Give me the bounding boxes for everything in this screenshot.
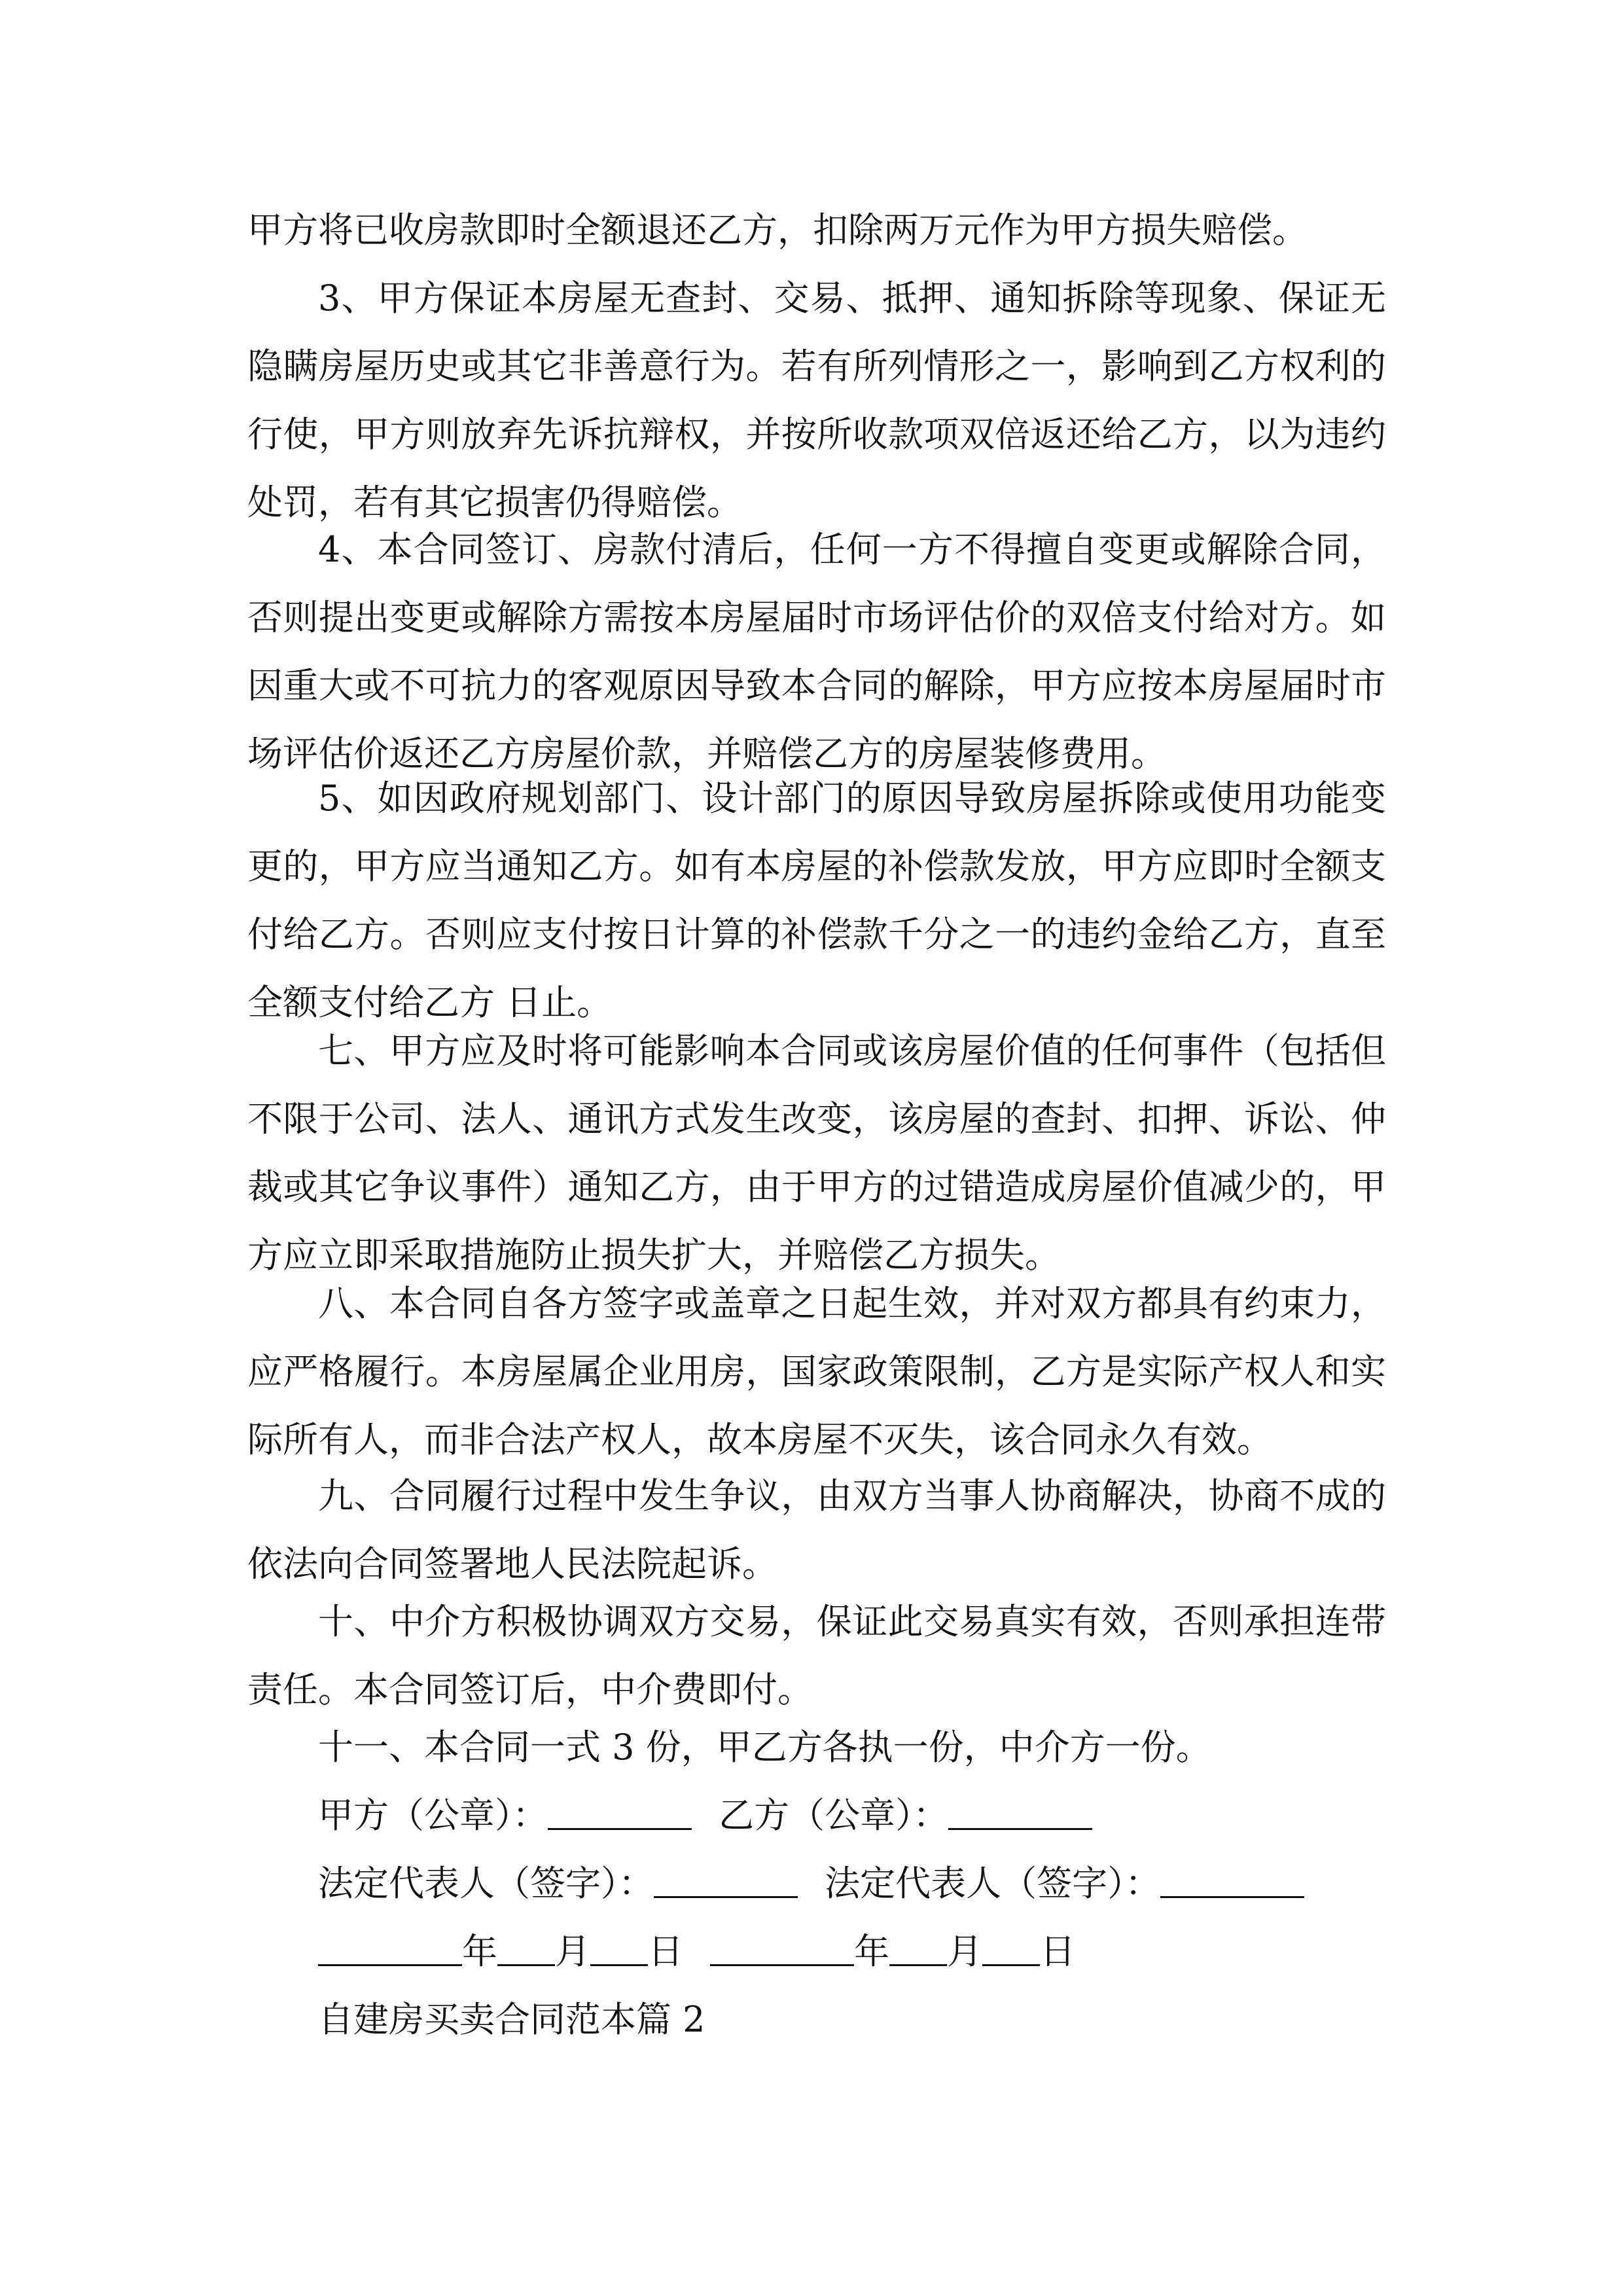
rep-a-label: 法定代表人（签字）： xyxy=(318,1863,654,1904)
date-a-month: 月 xyxy=(555,1931,590,1972)
date-a-month-blank xyxy=(497,1925,555,1966)
party-b-seal-label: 乙方（公章）： xyxy=(719,1795,949,1836)
date-b-day: 日 xyxy=(1040,1931,1076,1972)
date-a-day-blank xyxy=(590,1925,648,1966)
clause-seven: 七、甲方应及时将可能影响本合同或该房屋价值的任何事件（包括但不限于公司、法人、通讯方式发生改变，该房屋的查封、扣押、诉讼、仲裁或其它争议事件）通知乙方，由于甲方的过错造成房屋价值减少的，甲方应立即采取措施防止损失扩大，并赔偿乙方损失。 xyxy=(247,1030,1386,1276)
date-b-month: 月 xyxy=(947,1931,983,1972)
clause-nine: 九、合同履行过程中发生争议，由双方当事人协商解决，协商不成的依法向合同签署地人民法院起诉。 xyxy=(247,1475,1386,1585)
representative-line xyxy=(318,1850,1304,1918)
party-b-seal-blank xyxy=(948,1789,1092,1830)
clause-5: 5、如因政府规划部门、设计部门的原因导致房屋拆除或使用功能变更的，甲方应当通知乙方。如有本房屋的补偿款发放，甲方应即时全额支付给乙方。否则应支付按日计算的补偿款千分之一的违约金给乙方，直至全额支付给乙方 日止。 xyxy=(247,778,1386,1023)
date-b-year: 年 xyxy=(854,1931,890,1972)
clause-4: 4、本合同签订、房款付清后，任何一方不得擅自变更或解除合同，否则提出变更或解除方需按本房屋届时市场评估价的双倍支付给对方。如因重大或不可抗力的客观原因导致本合同的解除，甲方应按本房屋届时市场评估价返还乙方房屋价款，并赔偿乙方的房屋装修费用。 xyxy=(247,529,1386,774)
party-a-seal-blank xyxy=(548,1789,692,1830)
date-a-year: 年 xyxy=(462,1931,497,1972)
rep-a-blank xyxy=(654,1857,798,1898)
clause-3: 3、甲方保证本房屋无查封、交易、抵押、通知拆除等现象、保证无隐瞒房屋历史或其它非善意行为。若有所列情形之一，影响到乙方权利的行使，甲方则放弃先诉抗辩权，并按所收款项双倍返还给乙方，以为违约处罚，若有其它损害仍得赔偿。 xyxy=(247,278,1386,523)
next-section-title: 自建房买卖合同范本篇 2 xyxy=(318,1999,705,2040)
paragraph-refund: 甲方将已收房款即时全额退还乙方，扣除两万元作为甲方损失赔偿。 xyxy=(247,209,1308,251)
date-b-day-blank xyxy=(982,1925,1040,1966)
date-line xyxy=(318,1918,1075,1986)
date-b-year-blank xyxy=(710,1925,854,1966)
clause-ten: 十、中介方积极协调双方交易，保证此交易真实有效，否则承担连带责任。本合同签订后，中介费即付。 xyxy=(247,1601,1386,1710)
date-a-year-blank xyxy=(318,1925,462,1966)
rep-b-label: 法定代表人（签字）： xyxy=(825,1863,1161,1904)
party-a-seal-label: 甲方（公章）： xyxy=(318,1795,548,1836)
rep-b-blank xyxy=(1160,1857,1304,1898)
clause-eight: 八、本合同自各方签字或盖章之日起生效，并对双方都具有约束力，应严格履行。本房屋属企业用房，国家政策限制，乙方是实际产权人和实际所有人，而非合法产权人，故本房屋不灭失，该合同永久有效。 xyxy=(247,1283,1386,1460)
clause-eleven: 十一、本合同一式 3 份，甲乙方各执一份，中介方一份。 xyxy=(318,1727,1211,1768)
date-b-month-blank xyxy=(889,1925,947,1966)
date-a-day: 日 xyxy=(648,1931,683,1972)
seal-line xyxy=(318,1782,1092,1850)
